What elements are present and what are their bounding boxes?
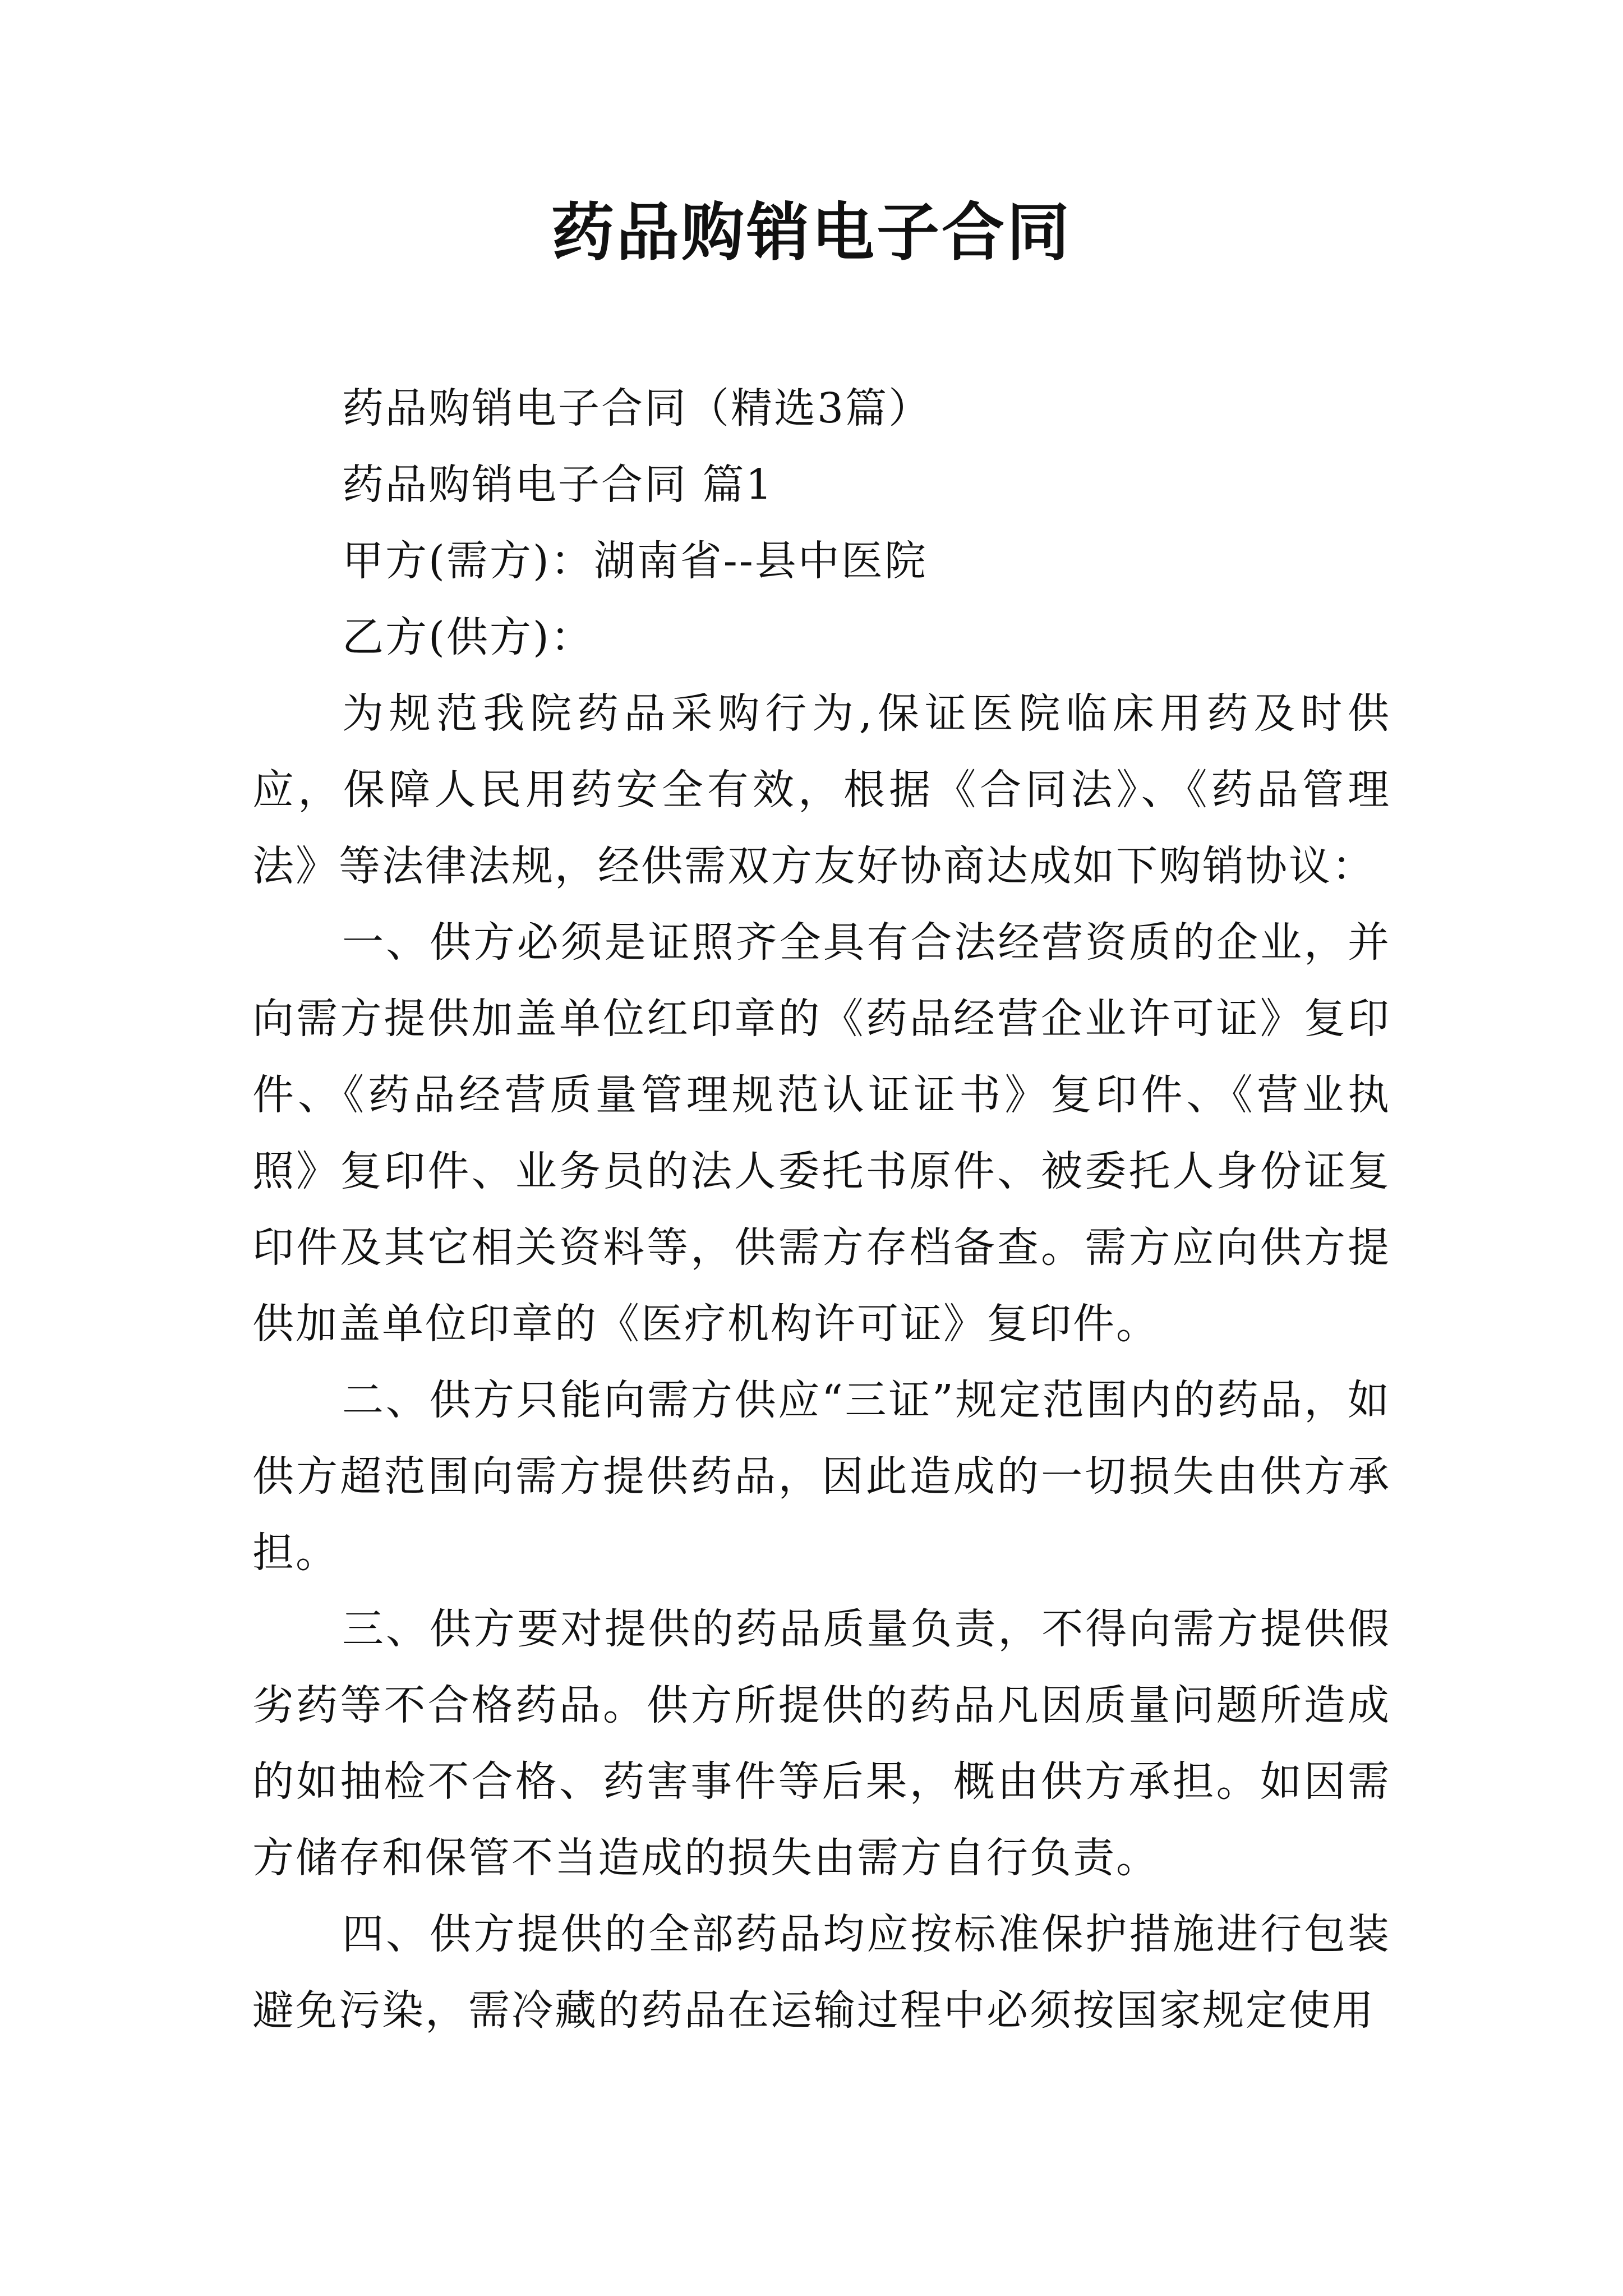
clause-2: 二、供方只能向需方供应“三证”规定范围内的药品，如供方超范围向需方提供药品，因此造成的一切损失由供方承担。 bbox=[252, 1376, 1391, 1577]
document-title: 药品购销电子合同 bbox=[551, 196, 1072, 269]
party-b-line: 乙方(供方)： bbox=[342, 613, 594, 661]
clause-4: 四、供方提供的全部药品均应按标准保护措施进行包装避免污染，需冷藏的药品在运输过程中必须按国家规定使用 bbox=[252, 1910, 1391, 2035]
preamble-paragraph: 为规范我院药品采购行为,保证医院临床用药及时供应，保障人民用药安全有效，根据《合同法》、《药品管理法》等法律法规，经供需双方友好协商达成如下购销协议： bbox=[252, 689, 1391, 890]
section-heading: 药品购销电子合同 篇1 bbox=[342, 461, 774, 509]
document-body bbox=[252, 370, 1391, 2049]
clause-3: 三、供方要对提供的药品质量负责，不得向需方提供假劣药等不合格药品。供方所提供的药品凡因质量问题所造成的如抽检不合格、药害事件等后果，概由供方承担。如因需方储存和保管不当造成的损失由需方自行负责。 bbox=[252, 1605, 1391, 1882]
clause-1: 一、供方必须是证照齐全具有合法经营资质的企业，并向需方提供加盖单位红印章的《药品经营企业许可证》复印件、《药品经营质量管理规范认证证书》复印件、《营业执照》复印件、业务员的法人委托书原件、被委托人身份证复印件及其它相关资料等，供需方存档备查。需方应向供方提供加盖单位印章的《医疗机构许可证》复印件。 bbox=[252, 918, 1391, 1348]
subtitle-paragraph: 药品购销电子合同（精选3篇） bbox=[342, 384, 932, 432]
party-a-line: 甲方(需方)：湖南省--县中医院 bbox=[342, 537, 928, 585]
